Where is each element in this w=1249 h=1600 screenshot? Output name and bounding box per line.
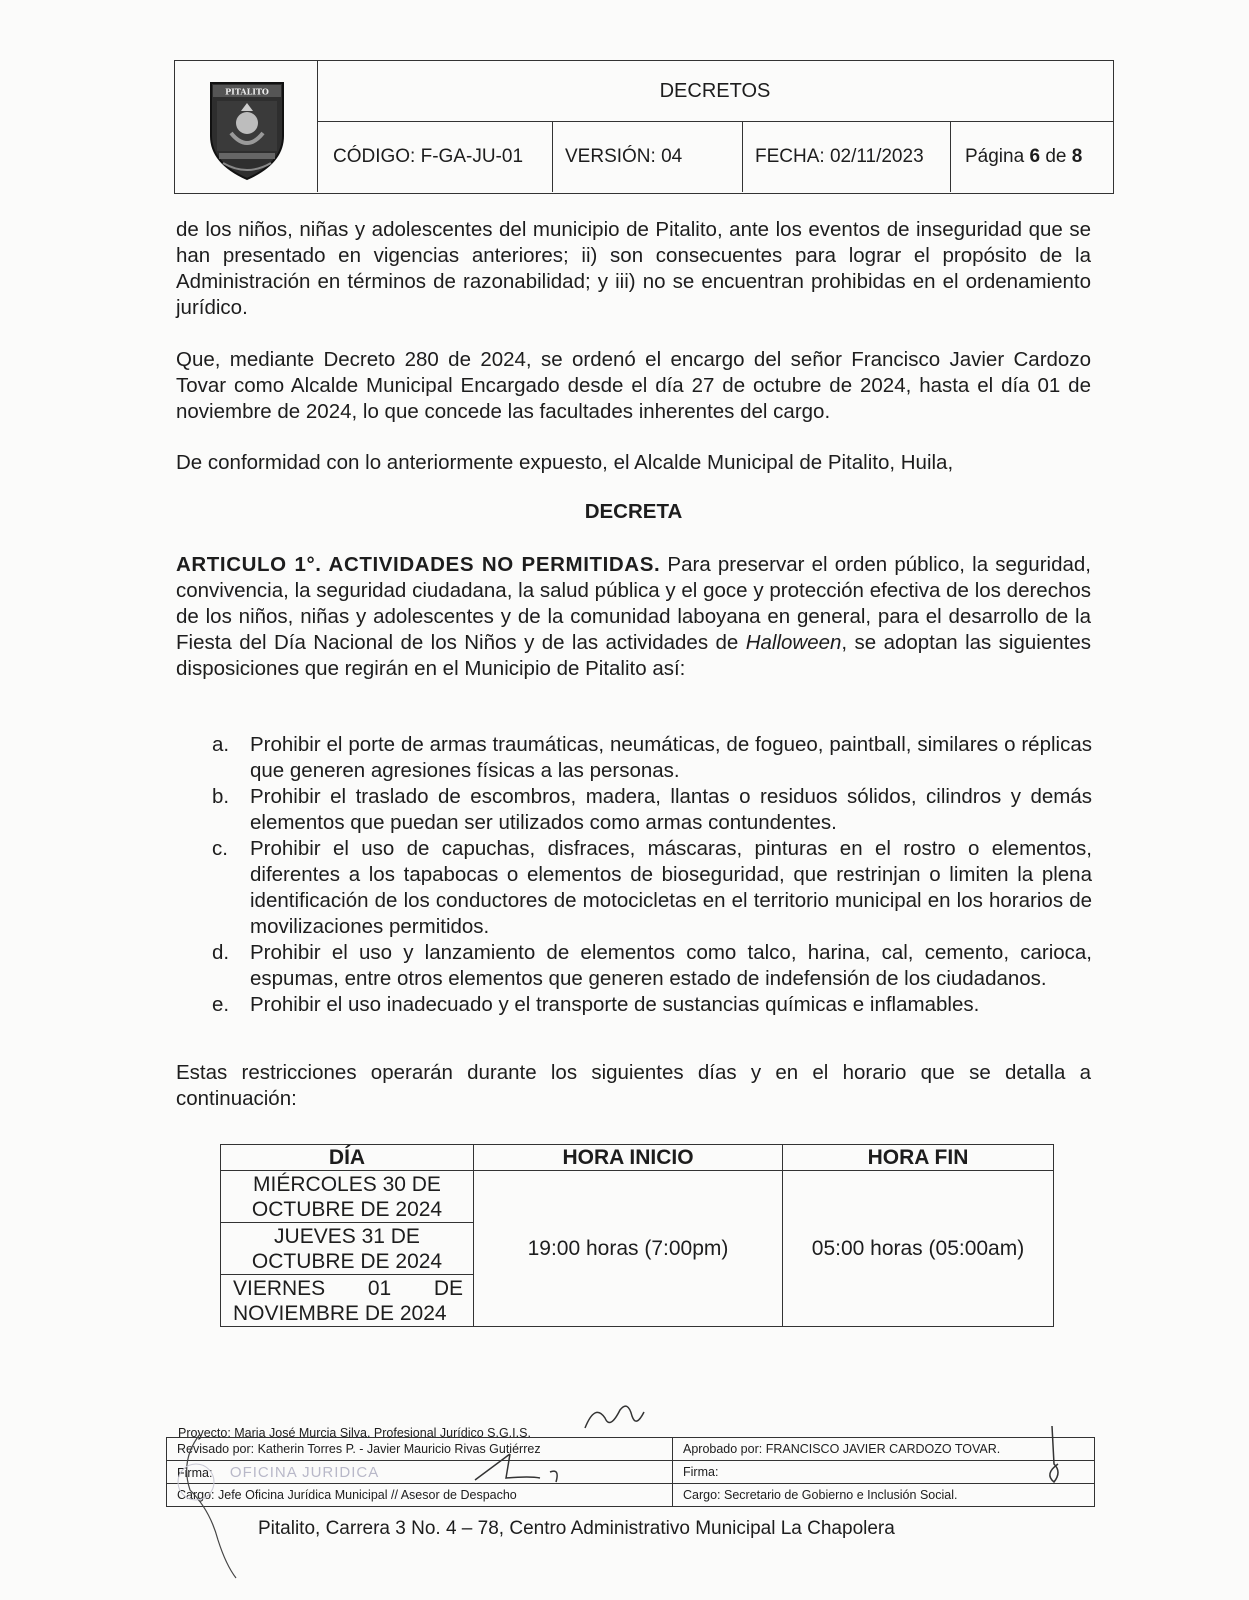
list-item [212,784,1092,836]
pagina-number: 6 [1029,146,1041,167]
signature-proyecto [580,1398,650,1438]
header-pagina [951,122,1111,192]
document-header [174,60,1114,194]
firma-left-label: Firma: [177,1465,213,1480]
day-3-word: DE [433,1276,463,1300]
table-row [167,1438,1095,1461]
article-1-text-b: , se adoptan las siguientes disposiciones que regirán en el Municipio de Pitalito así: [176,631,1091,680]
pagina-prefix: Página [965,146,1025,167]
list-item-letter: b. [212,785,230,808]
pagina-mid: de [1045,146,1067,167]
hora-fin-cell: 05:00 horas (05:00am) [783,1171,1054,1327]
revisado-cell: Revisado por: Katherin Torres P. - Javier Mauricio Rivas Gutiérrez [167,1438,673,1461]
list-item-text: Prohibir el uso y lanzamiento de elementos como talco, harina, cal, cemento, carioca, espumas, entre otros elementos que generen estado de indefensión de los ciudadanos. [250,941,1092,990]
pitalito-shield-logo [209,81,285,181]
firma-left-cell [167,1461,673,1484]
article-1-halloween: Halloween [745,631,842,654]
decreta-heading: DECRETA [584,500,683,523]
day-3-word: 01 [367,1276,392,1300]
list-item-letter: e. [212,993,230,1016]
day-cell-1: MIÉRCOLES 30 DE OCTUBRE DE 2024 [221,1171,474,1223]
article-1-text-a: Para preservar el orden público, la seguridad, convivencia, la seguridad ciudadana, la salud pública y el goce y protección efectiva de los derechos de los niños, niñas y adolescentes y de la comunidad laboyana en general, para el desarrollo de la Fiesta del Día Nacional de los Niños y de las actividades de [176,553,1091,654]
header-codigo: CÓDIGO: F-GA-JU-01 [317,122,553,192]
pagina-total: 8 [1071,146,1083,167]
header-fecha: FECHA: 02/11/2023 [743,122,951,192]
table-row [221,1171,1054,1223]
list-item-letter: a. [212,733,230,756]
aprobado-cell: Aprobado por: FRANCISCO JAVIER CARDOZO TOVAR. [673,1438,1095,1461]
prohibitions-list [212,732,1092,1018]
article-1 [176,552,1091,682]
paragraph-restricciones: Estas restricciones operarán durante los siguientes días y en el horario que se detalla a continuación: [176,1061,1091,1110]
list-item-text: Prohibir el uso inadecuado y el transporte de sustancias químicas e inflamables. [250,993,980,1016]
header-version: VERSIÓN: 04 [553,122,743,192]
table-row [167,1461,1095,1484]
header-hora-inicio: HORA INICIO [474,1145,783,1171]
logo-cell [175,61,318,192]
list-item [212,940,1092,992]
list-item [212,836,1092,940]
address-line: Pitalito, Carrera 3 No. 4 – 78, Centro Administrativo Municipal La Chapolera [258,1518,895,1539]
header-dia: DÍA [221,1145,474,1171]
cargo-right-cell: Cargo: Secretario de Gobierno e Inclusión Social. [673,1484,1095,1507]
day-cell-3 [221,1275,474,1327]
firma-right-cell: Firma: [673,1461,1095,1484]
list-item-text: Prohibir el uso de capuchas, disfraces, máscaras, pinturas en el rostro o elementos, diferentes a los tapabocas o elementos de bioseguridad, que restrinjan o limiten la plena identificación de los conductores de motocicletas en el territorio municipal en los horarios de movilizaciones permitidos. [250,837,1092,938]
list-item-text: Prohibir el traslado de escombros, madera, llantas o residuos sólidos, cilindros y demás elementos que puedan ser utilizados como armas contundentes. [250,785,1092,834]
day-cell-2: JUEVES 31 DE OCTUBRE DE 2024 [221,1223,474,1275]
table-row [167,1484,1095,1507]
logo-text: PITALITO [225,86,269,97]
day-3-line-2: NOVIEMBRE DE 2024 [233,1301,447,1325]
hora-inicio-cell: 19:00 horas (7:00pm) [474,1171,783,1327]
stamp-text: OFICINA JURIDICA [229,1463,380,1481]
paragraph-decreto-280: Que, mediante Decreto 280 de 2024, se ordenó el encargo del señor Francisco Javier Cardozo Tovar como Alcalde Municipal Encargado desde el día 27 de octubre de 2024, hasta el día 01 de noviembre de 2024, lo que concede las facultades inherentes del cargo. [176,348,1091,423]
list-item [212,732,1092,784]
paragraph-continuation: de los niños, niñas y adolescentes del municipio de Pitalito, ante los eventos de inseguridad que se han presentado en vigencias anteriores; ii) son consecuentes para lograr el propósito de la Administración en términos de razonabilidad; y iii) no se encuentran prohibidas en el ordenamiento jurídico. [176,218,1091,319]
day-3-line-1 [233,1276,473,1301]
list-item-letter: c. [212,837,228,860]
proyecto-line: Proyecto: Maria José Murcia Silva. Profesional Jurídico S.G.I.S. [178,1426,531,1440]
day-3-word: VIERNES [233,1276,326,1300]
header-title: DECRETOS [317,61,1113,122]
approvals-table [166,1437,1095,1507]
header-hora-fin: HORA FIN [783,1145,1054,1171]
list-item-letter: d. [212,941,230,964]
schedule-table [220,1144,1054,1327]
cargo-left-cell: Cargo: Jefe Oficina Jurídica Municipal // Asesor de Despacho [167,1484,673,1507]
article-1-title: ARTICULO 1°. ACTIVIDADES NO PERMITIDAS. [176,553,661,576]
list-item-text: Prohibir el porte de armas traumáticas, neumáticas, de fogueo, paintball, similares o réplicas que generen agresiones físicas a las personas. [250,733,1092,782]
paragraph-conformidad: De conformidad con lo anteriormente expuesto, el Alcalde Municipal de Pitalito, Huila, [176,451,954,474]
table-header-row [221,1145,1054,1171]
list-item [212,992,1092,1018]
